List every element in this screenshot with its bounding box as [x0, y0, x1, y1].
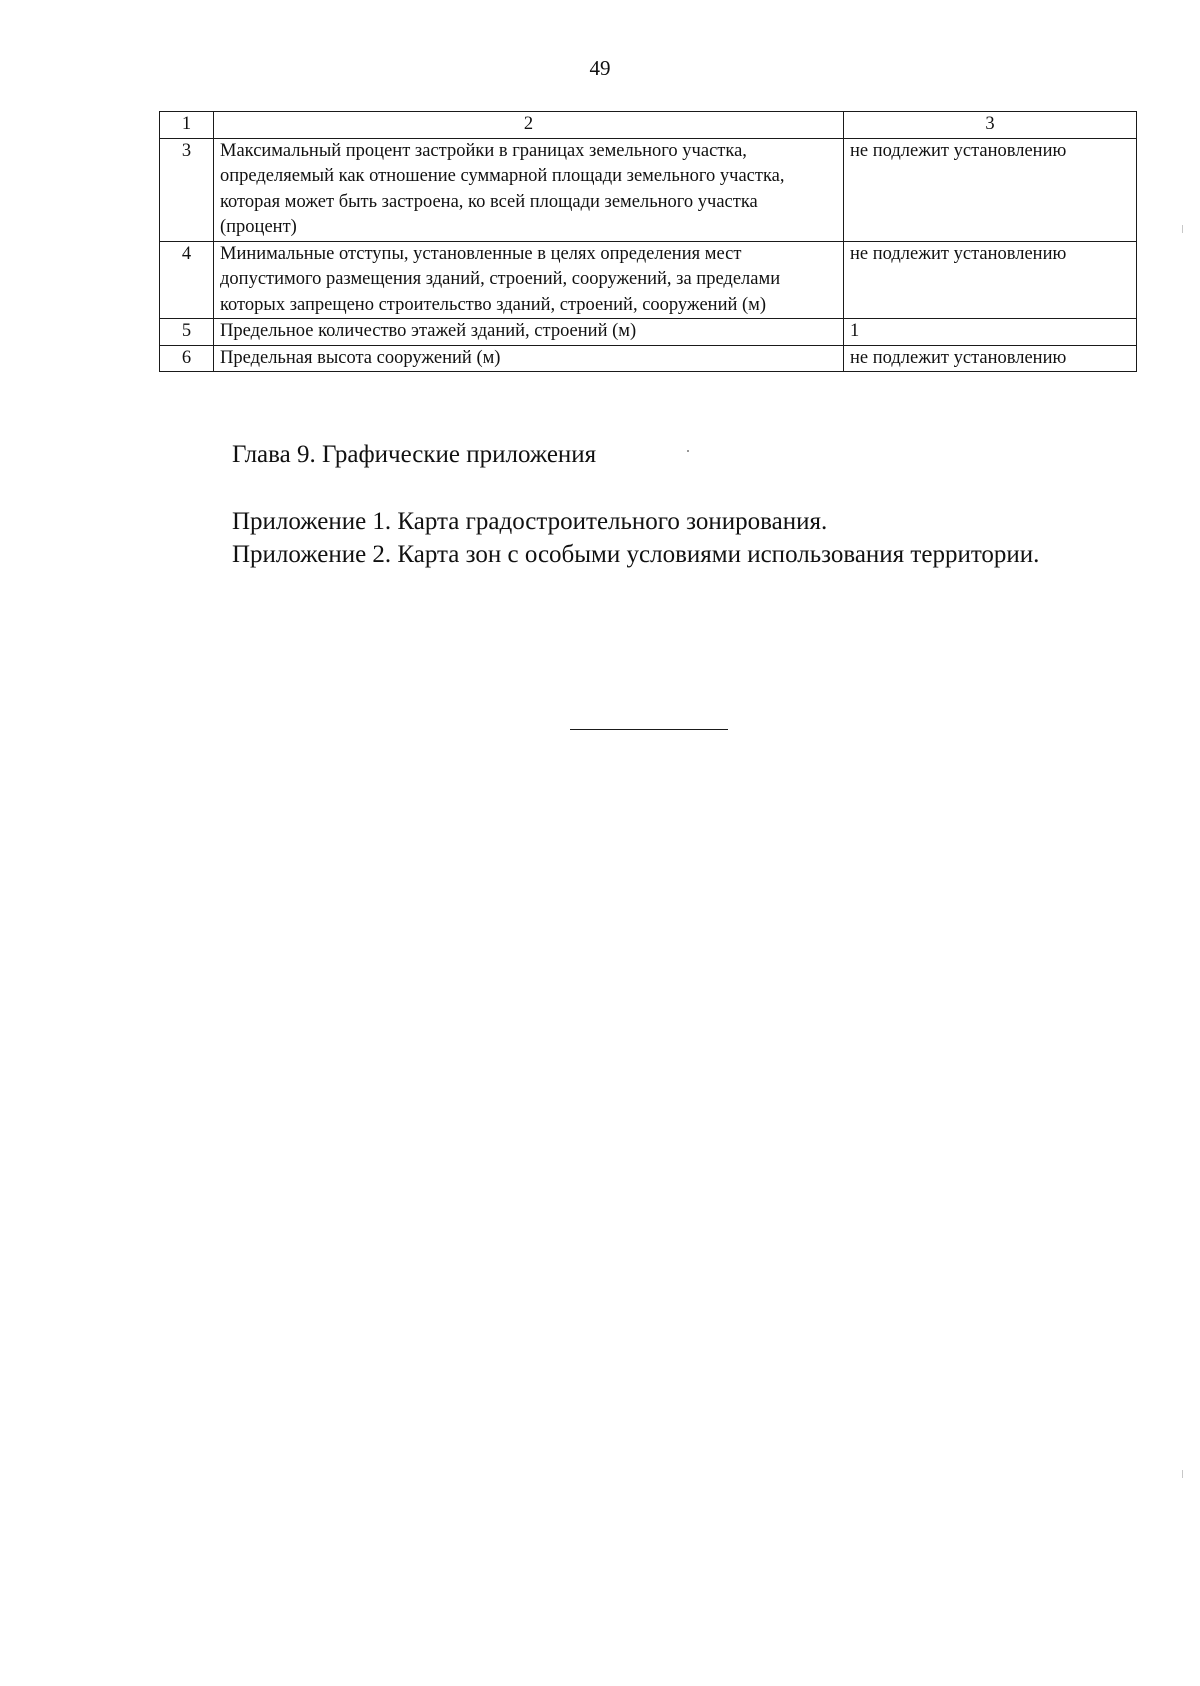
table-header-cell: 2 [214, 112, 844, 139]
scan-speck [687, 450, 689, 452]
table-row [160, 138, 1137, 241]
row-number: 3 [160, 138, 214, 241]
appendix-item: Приложение 1. Карта градостроительного зонирования. [232, 508, 828, 535]
parameter-value: не подлежит установлению [844, 138, 1137, 241]
table-header-row [160, 112, 1137, 139]
table-header-cell: 3 [844, 112, 1137, 139]
row-number: 5 [160, 319, 214, 346]
parameter-name: Максимальный процент застройки в границах земельного участка, определяемый как отношение суммарной площади земельного участка, которая может быть застроена, ко всей площади земельного участка (процент) [214, 138, 844, 241]
table-row [160, 241, 1137, 319]
end-of-document-rule [570, 729, 728, 730]
parameter-value: не подлежит установлению [844, 345, 1137, 372]
parameter-name: Предельное количество этажей зданий, строений (м) [214, 319, 844, 346]
parameter-value: 1 [844, 319, 1137, 346]
row-number: 6 [160, 345, 214, 372]
table-header-cell: 1 [160, 112, 214, 139]
scan-edge-mark [1182, 1470, 1183, 1478]
scan-edge-mark [1182, 225, 1183, 233]
table-row [160, 319, 1137, 346]
parameter-name: Минимальные отступы, установленные в целях определения мест допустимого размещения зданий, строений, сооружений, за пределами которых запрещено строительство зданий, строений, сооружений (м) [214, 241, 844, 319]
parameter-value: не подлежит установлению [844, 241, 1137, 319]
table-row [160, 345, 1137, 372]
appendix-item: Приложение 2. Карта зон с особыми условиями использования территории. [232, 541, 1040, 568]
page-number: 49 [589, 56, 611, 80]
zoning-parameters-table [159, 111, 1137, 372]
chapter-heading: Глава 9. Графические приложения [232, 441, 597, 468]
row-number: 4 [160, 241, 214, 319]
parameter-name: Предельная высота сооружений (м) [214, 345, 844, 372]
